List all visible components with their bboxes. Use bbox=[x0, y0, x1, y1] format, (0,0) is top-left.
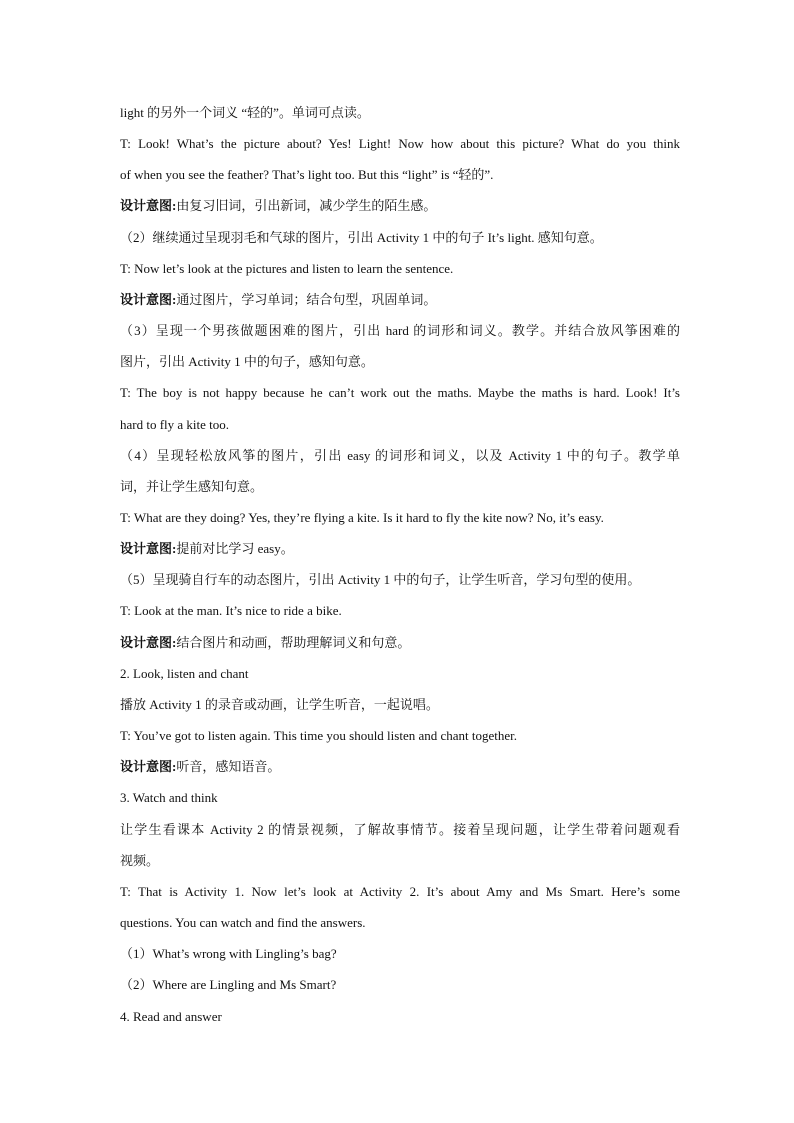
text-line: hard to fly a kite too. bbox=[120, 417, 230, 432]
text-line: 词，并让学生感知句意。 bbox=[120, 479, 264, 494]
design-intent-label: 设计意图: bbox=[120, 198, 177, 213]
text-line: T: What are they doing? Yes, they’re flying a kite. Is it hard to fly the kite now? No, it’s easy. bbox=[120, 510, 604, 525]
text-line: T: That is Activity 1. Now let’s look at Activity 2. It’s about Amy and Ms Smart. Here’s some bbox=[120, 884, 680, 899]
design-intent-label: 设计意图: bbox=[120, 635, 177, 650]
text-line: 图片，引出 Activity 1 中的句子，感知句意。 bbox=[120, 354, 374, 369]
design-intent-text: 提前对比学习 easy。 bbox=[176, 541, 294, 556]
design-intent-text: 结合图片和动画，帮助理解词义和句意。 bbox=[176, 635, 411, 650]
design-intent-line bbox=[120, 291, 680, 309]
text-line: T: Look! What’s the picture about? Yes! Light! Now how about this picture? What do you think bbox=[120, 136, 680, 151]
design-intent-line bbox=[120, 197, 680, 215]
section-heading: 3. Watch and think bbox=[120, 790, 218, 805]
design-intent-text: 听音，感知语音。 bbox=[176, 759, 281, 774]
text-line: 视频。 bbox=[120, 853, 160, 868]
design-intent-label: 设计意图: bbox=[120, 541, 177, 556]
section-heading: 2. Look, listen and chant bbox=[120, 666, 249, 681]
section-heading: 4. Read and answer bbox=[120, 1009, 222, 1024]
text-line: （4）呈现轻松放风筝的图片，引出 easy 的词形和词义，以及 Activity 1 中的句子。教学单 bbox=[120, 448, 680, 463]
text-line: T: You’ve got to listen again. This time you should listen and chant together. bbox=[120, 728, 518, 743]
design-intent-label: 设计意图: bbox=[120, 292, 177, 307]
question-item: （1）What’s wrong with Lingling’s bag? bbox=[120, 946, 337, 961]
design-intent-text: 由复习旧词，引出新词，减少学生的陌生感。 bbox=[176, 198, 437, 213]
text-line: （3）呈现一个男孩做题困难的图片，引出 hard 的词形和词义。教学。并结合放风筝困难的 bbox=[120, 323, 680, 338]
text-line: questions. You can watch and find the answers. bbox=[120, 915, 366, 930]
design-intent-line bbox=[120, 758, 680, 776]
text-line: 让学生看课本 Activity 2 的情景视频，了解故事情节。接着呈现问题，让学生带着问题观看 bbox=[120, 822, 680, 837]
text-line: of when you see the feather? That’s light too. But this “light” is “轻的”. bbox=[120, 167, 494, 182]
text-line: （2）继续通过呈现羽毛和气球的图片，引出 Activity 1 中的句子 It’s light. 感知句意。 bbox=[120, 230, 603, 245]
design-intent-label: 设计意图: bbox=[120, 759, 177, 774]
text-line: （5）呈现骑自行车的动态图片，引出 Activity 1 中的句子，让学生听音，学习句型的使用。 bbox=[120, 572, 641, 587]
text-line: T: Now let’s look at the pictures and listen to learn the sentence. bbox=[120, 261, 454, 276]
design-intent-text: 通过图片，学习单词；结合句型，巩固单词。 bbox=[176, 292, 437, 307]
text-line: T: The boy is not happy because he can’t work out the maths. Maybe the maths is hard. Look! It’s bbox=[120, 385, 680, 400]
question-item: （2）Where are Lingling and Ms Smart? bbox=[120, 977, 337, 992]
design-intent-line bbox=[120, 540, 680, 558]
design-intent-line bbox=[120, 634, 680, 652]
text-line: light 的另外一个词义 “轻的”。单词可点读。 bbox=[120, 105, 370, 120]
text-line: T: Look at the man. It’s nice to ride a bike. bbox=[120, 603, 342, 618]
text-line: 播放 Activity 1 的录音或动画，让学生听音，一起说唱。 bbox=[120, 697, 439, 712]
